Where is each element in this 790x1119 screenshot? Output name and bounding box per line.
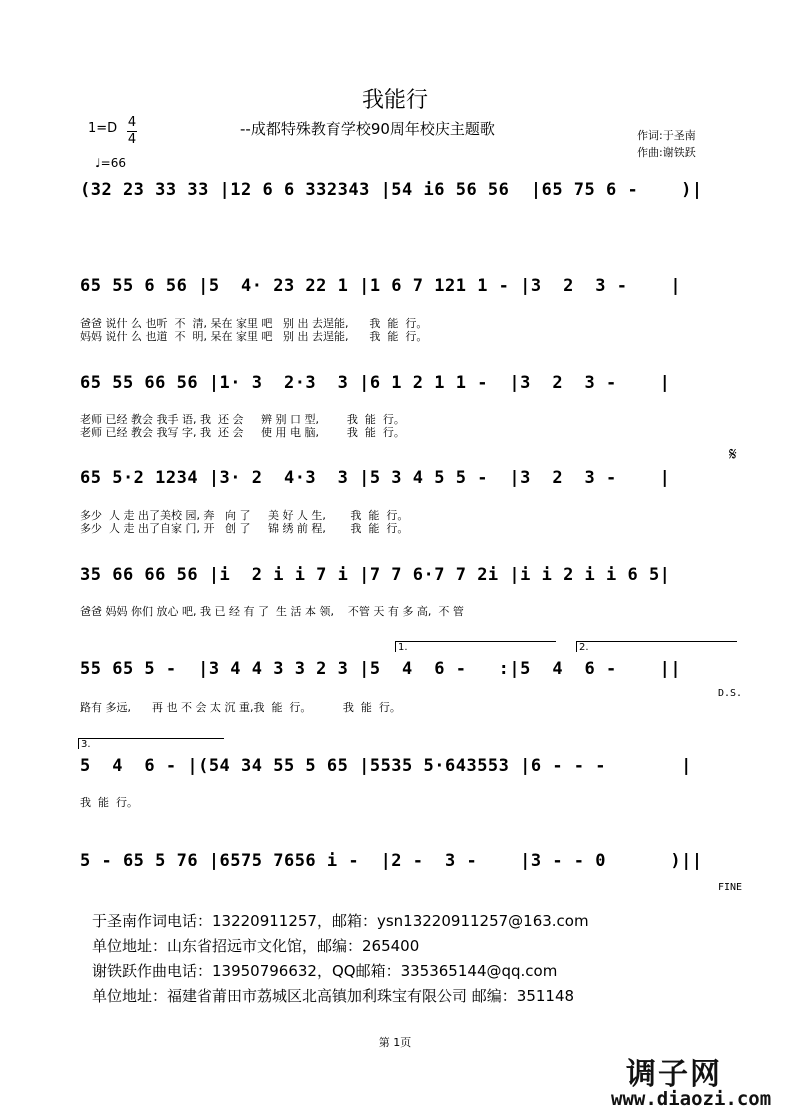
notes-line: 65 5·2 1234 |3· 2 4·3 3 |5 3 4 5 5 - |3 2 3 - | <box>80 468 671 488</box>
time-signature <box>127 116 137 147</box>
volta-bracket-1 <box>395 641 556 652</box>
footer-line-2: 单位地址：山东省招远市文化馆，邮编：265400 <box>92 937 420 955</box>
time-denominator: 4 <box>127 132 137 147</box>
key-signature: 1=D <box>88 121 118 136</box>
segno-icon: 𝄋 <box>729 444 737 465</box>
footer-line-4: 单位地址：福建省莆田市荔城区北高镇加利珠宝有限公司 邮编：351148 <box>92 987 575 1005</box>
volta-bracket-3 <box>78 738 224 749</box>
watermark-url: www.diaozi.com <box>611 1088 772 1110</box>
notes-line: (32 23 33 33 |12 6 6 332343 |54 i6 56 56 |65 75 6 - )| <box>80 180 703 200</box>
notes-line: 5 4 6 - |(54 34 55 5 65 |5535 5·643553 |6 - - - | <box>80 756 692 776</box>
song-subtitle: --成都特殊教育学校90周年校庆主题歌 <box>240 120 495 138</box>
footer-line-1: 于圣南作词电话：13220911257，邮箱：ysn13220911257@163.com <box>92 912 589 930</box>
lyric-line: 爸爸 妈妈 你们 放心 吧, 我 已 经 有 了 生 活 本 领, 不管 天 有 多 高, 不 管 <box>80 605 464 618</box>
tempo-mark: ♩=66 <box>95 156 126 170</box>
composer-credit: 作曲:谢铁跃 <box>637 146 696 159</box>
volta-bracket-2 <box>576 641 737 652</box>
song-title: 我能行 <box>361 88 428 113</box>
lyric-line: 爸爸 说什 么 也听 不 清, 呆在 家里 吧 别 出 去逞能, 我 能 行。 <box>80 317 428 330</box>
notes-line: 65 55 66 56 |1· 3 2·3 3 |6 1 2 1 1 - |3 2 3 - | <box>80 373 671 393</box>
lyric-line: 妈妈 说什 么 也道 不 明, 呆在 家里 吧 别 出 去逞能, 我 能 行。 <box>80 330 428 343</box>
notes-line: 65 55 6 56 |5 4· 23 22 1 |1 6 7 121 1 - |3 2 3 - | <box>80 276 682 296</box>
lyric-line: 多少 人 走 出了自家 门, 开 创 了 锦 绣 前 程, 我 能 行。 <box>80 522 409 535</box>
ending-1-label: 1. <box>398 642 408 653</box>
lyric-line: 多少 人 走 出了美校 园, 奔 向 了 美 好 人 生, 我 能 行。 <box>80 509 409 522</box>
notes-line: 35 66 66 56 |i 2 i i 7 i |7 7 6·7 7 2i |i i 2 i i 6 5| <box>80 565 671 585</box>
lyric-line: 路有 多远, 再 也 不 会 太 沉 重,我 能 行。 我 能 行。 <box>80 701 401 714</box>
notes-line: 5 - 65 5 76 |6575 7656 i - |2 - 3 - |3 - - 0 )|| <box>80 851 703 871</box>
lyricist-credit: 作词:于圣南 <box>637 129 696 142</box>
lyric-line: 老师 已经 教会 我手 语, 我 还 会 辨 别 口 型, 我 能 行。 <box>80 413 405 426</box>
watermark-logo: 调子网 <box>626 1057 722 1092</box>
lyric-line: 老师 已经 教会 我写 字, 我 还 会 使 用 电 脑, 我 能 行。 <box>80 426 405 439</box>
fine-marker: FINE <box>718 882 743 893</box>
notes-line: 55 65 5 - |3 4 4 3 3 2 3 |5 4 6 - :|5 4 6 - || <box>80 659 682 679</box>
ds-marker: D.S. <box>718 688 743 699</box>
time-numerator: 4 <box>127 115 137 130</box>
lyric-line: 我 能 行。 <box>80 796 138 809</box>
page-number: 第 1页 <box>378 1036 412 1049</box>
footer-line-3: 谢铁跃作曲电话：13950796632，QQ邮箱：335365144@qq.com <box>92 962 558 980</box>
ending-2-label: 2. <box>579 642 589 653</box>
ending-3-label: 3. <box>81 739 91 750</box>
